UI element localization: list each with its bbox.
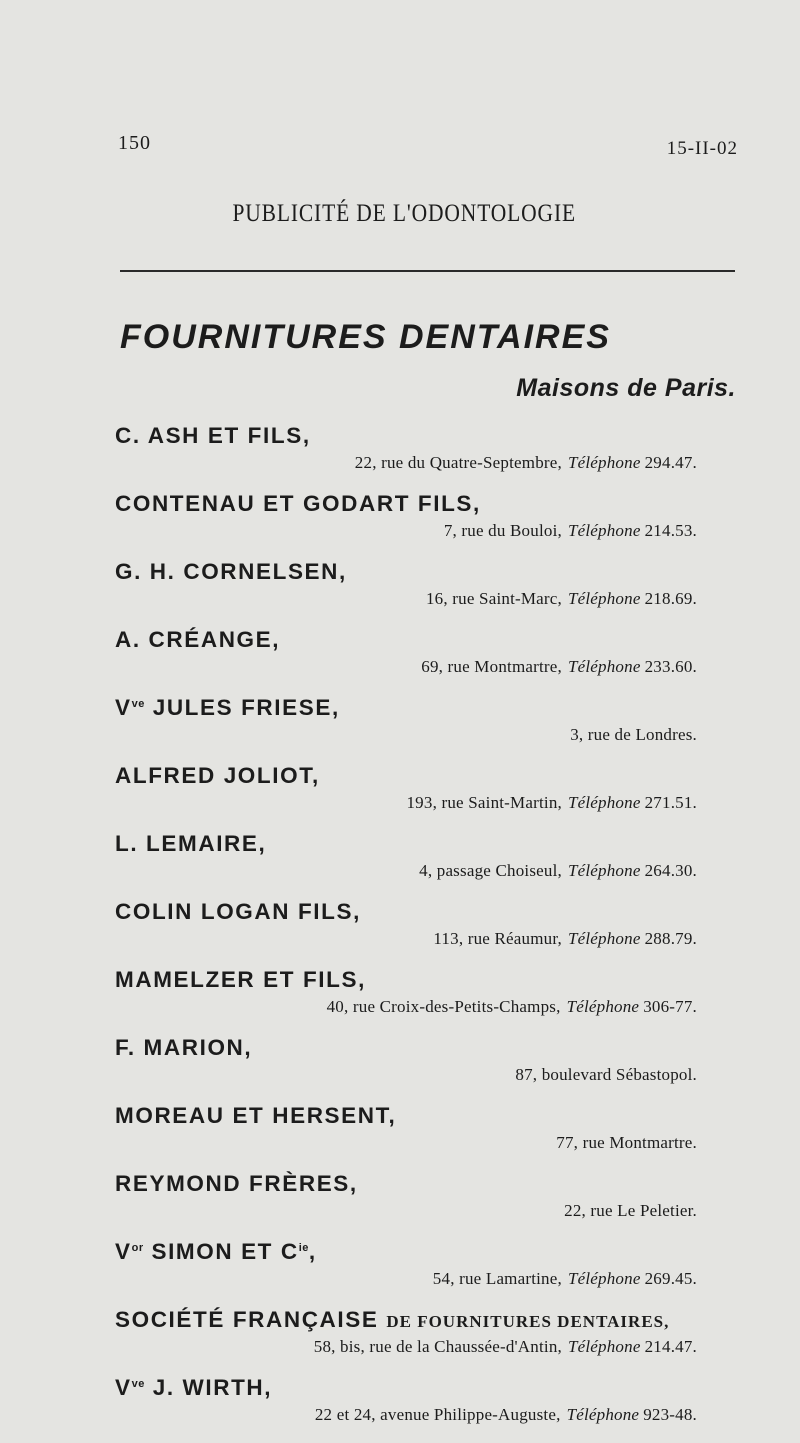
name-text: MAMELZER ET FILS,	[115, 967, 366, 992]
name-text: REYMOND FRÈRES,	[115, 1171, 358, 1196]
telephone-label: Téléphone	[567, 1269, 641, 1288]
telephone-label: Téléphone	[566, 1405, 640, 1424]
name-superscript: ve	[131, 1378, 145, 1390]
telephone-number: 233.60.	[644, 657, 697, 676]
name-prefix: V	[115, 695, 132, 720]
supplier-entry	[115, 1171, 715, 1239]
supplier-address	[406, 793, 697, 813]
supplier-address	[570, 725, 697, 745]
supplier-entry	[115, 1103, 715, 1171]
supplier-name	[115, 491, 481, 517]
address-text: 3, rue de Londres.	[570, 725, 697, 744]
supplier-entry	[115, 559, 715, 627]
telephone-number: 218.69.	[644, 589, 697, 608]
supplier-address	[314, 1337, 697, 1357]
name-superscript: ie	[298, 1242, 309, 1254]
name-text: G. H. CORNELSEN,	[115, 559, 347, 584]
name-text: ALFRED JOLIOT,	[115, 763, 320, 788]
telephone-number: 294.47.	[644, 453, 697, 472]
supplier-address	[564, 1201, 697, 1221]
supplier-entry	[115, 831, 715, 899]
supplier-address	[421, 657, 697, 677]
page-number: 150	[118, 132, 151, 154]
supplier-address	[433, 1269, 697, 1289]
name-suffix: DE FOURNITURES DENTAIRES,	[386, 1312, 670, 1331]
telephone-label: Téléphone	[567, 453, 641, 472]
address-text: 87, boulevard Sébastopol.	[515, 1065, 697, 1084]
address-text: 22, rue du Quatre-Septembre,	[354, 453, 562, 472]
name-superscript: or	[131, 1242, 144, 1254]
supplier-address	[419, 861, 697, 881]
telephone-number: 288.79.	[644, 929, 697, 948]
name-text: SOCIÉTÉ FRANÇAISE	[115, 1307, 387, 1332]
address-text: 4, passage Choiseul,	[419, 861, 562, 880]
telephone-number: 306-77.	[643, 997, 697, 1016]
name-prefix: V	[115, 1375, 132, 1400]
supplier-entry	[115, 899, 715, 967]
name-text-end: ,	[308, 1239, 317, 1264]
supplier-entry	[115, 1239, 715, 1307]
supplier-address	[556, 1133, 697, 1153]
supplier-name	[115, 1375, 272, 1401]
telephone-number: 923-48.	[643, 1405, 697, 1424]
address-text: 58, bis, rue de la Chaussée-d'Antin,	[313, 1337, 562, 1356]
name-text: SIMON ET C	[143, 1239, 299, 1264]
address-text: 22 et 24, avenue Philippe-Auguste,	[314, 1405, 561, 1424]
telephone-number: 214.47.	[644, 1337, 697, 1356]
supplier-entry	[115, 967, 715, 1035]
section-title: FOURNITURES DENTAIRES	[120, 318, 611, 356]
name-text: MOREAU ET HERSENT,	[115, 1103, 397, 1128]
supplier-address	[426, 589, 697, 609]
telephone-label: Téléphone	[567, 521, 641, 540]
supplier-address	[433, 929, 697, 949]
section-subtitle: Maisons de Paris.	[516, 374, 736, 402]
supplier-name	[115, 627, 280, 653]
supplier-entry	[115, 1307, 715, 1375]
supplier-entry	[115, 763, 715, 831]
telephone-number: 269.45.	[644, 1269, 697, 1288]
name-text: COLIN LOGAN FILS,	[115, 899, 361, 924]
address-text: 69, rue Montmartre,	[421, 657, 562, 676]
supplier-address	[315, 1405, 697, 1425]
supplier-name	[115, 1307, 669, 1333]
supplier-entry	[115, 1375, 715, 1443]
telephone-label: Téléphone	[567, 861, 641, 880]
supplier-address	[515, 1065, 697, 1085]
name-text: A. CRÉANGE,	[115, 627, 281, 652]
address-text: 16, rue Saint-Marc,	[425, 589, 562, 608]
supplier-name	[115, 1035, 252, 1061]
name-superscript: ve	[131, 698, 145, 710]
supplier-name	[115, 1171, 358, 1197]
header-rule	[120, 270, 735, 272]
telephone-label: Téléphone	[567, 657, 641, 676]
address-text: 7, rue du Bouloi,	[443, 521, 562, 540]
supplier-entry	[115, 491, 715, 559]
supplier-name	[115, 695, 340, 721]
name-text: C. ASH ET FILS,	[115, 423, 311, 448]
name-text: L. LEMAIRE,	[115, 831, 267, 856]
address-text: 40, rue Croix-des-Petits-Champs,	[326, 997, 561, 1016]
telephone-label: Téléphone	[566, 997, 640, 1016]
address-text: 22, rue Le Peletier.	[564, 1201, 697, 1220]
telephone-number: 271.51.	[644, 793, 697, 812]
telephone-label: Téléphone	[567, 1337, 641, 1356]
name-prefix: V	[115, 1239, 132, 1264]
telephone-label: Téléphone	[567, 589, 641, 608]
supplier-name	[115, 559, 347, 585]
supplier-entry	[115, 423, 715, 491]
running-header: PUBLICITÉ DE L'ODONTOLOGIE	[232, 200, 576, 227]
supplier-name	[115, 1103, 396, 1129]
name-text: J. WIRTH,	[144, 1375, 273, 1400]
telephone-number: 214.53.	[644, 521, 697, 540]
telephone-number: 264.30.	[644, 861, 697, 880]
supplier-entry	[115, 627, 715, 695]
page-date: 15-II-02	[666, 138, 738, 159]
address-text: 113, rue Réaumur,	[433, 929, 562, 948]
supplier-entry	[115, 1035, 715, 1103]
supplier-list	[115, 423, 715, 1443]
name-text: CONTENAU ET GODART FILS,	[115, 491, 481, 516]
supplier-address	[355, 453, 697, 473]
supplier-name	[115, 763, 320, 789]
supplier-name	[115, 899, 361, 925]
address-text: 54, rue Lamartine,	[432, 1269, 562, 1288]
address-text: 193, rue Saint-Martin,	[406, 793, 562, 812]
supplier-address	[327, 997, 697, 1017]
supplier-name	[115, 423, 311, 449]
supplier-address	[444, 521, 697, 541]
supplier-name	[115, 1239, 317, 1265]
name-text: JULES FRIESE,	[144, 695, 340, 720]
address-text: 77, rue Montmartre.	[556, 1133, 697, 1152]
name-text: F. MARION,	[115, 1035, 253, 1060]
telephone-label: Téléphone	[567, 793, 641, 812]
supplier-entry	[115, 695, 715, 763]
supplier-name	[115, 831, 266, 857]
telephone-label: Téléphone	[567, 929, 641, 948]
supplier-name	[115, 967, 366, 993]
